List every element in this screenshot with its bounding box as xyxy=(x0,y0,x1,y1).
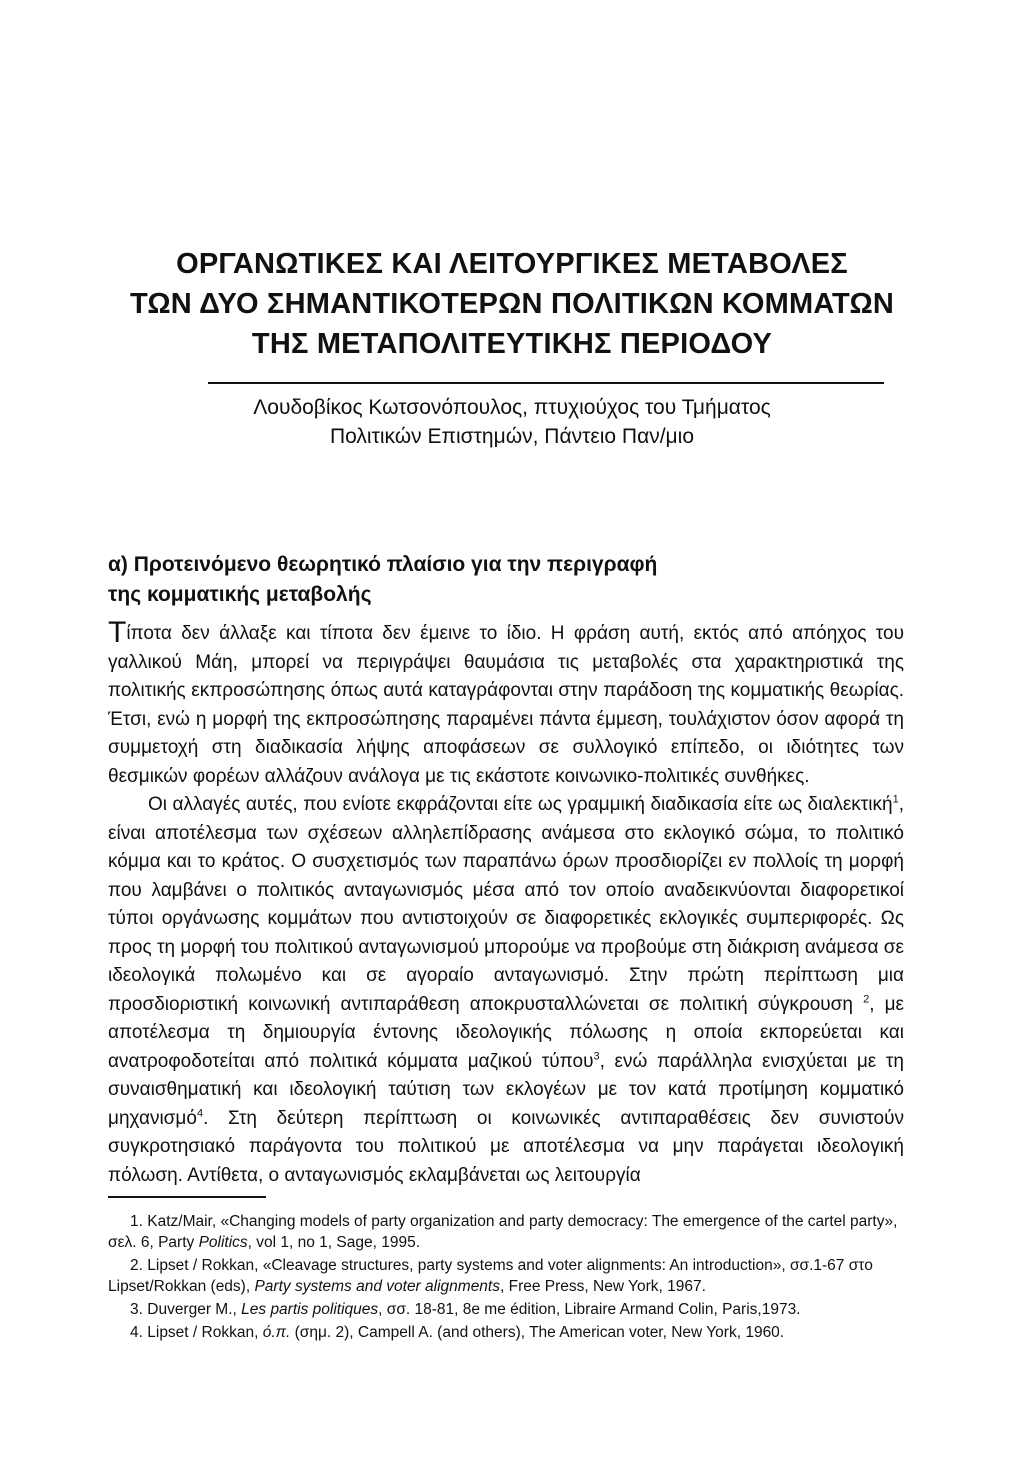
footnotes xyxy=(108,1211,904,1345)
footnote-number: 2. xyxy=(130,1257,143,1274)
paragraph-2-text-c: , με αποτέλεσμα τη δημιουργία έντονης ιδεολογικής πόλωσης η οποία εκπορεύεται και ανατροφοδοτείται από πολιτικά κόμματα μαζικού τύπου xyxy=(108,993,904,1072)
footnote-italic: Les partis politiques xyxy=(241,1301,379,1318)
paragraph-2-text-e: . Στη δεύτερη περίπτωση οι κοινωνικές αντιπαραθέσεις δεν συνιστούν συγκροτησιακό παράγοντα του πολιτικού με αποτέλεσμα να μην παράγεται ιδεολογική πόλωση. Αντίθετα, ο ανταγωνισμός εκλαμβάνεται ως λειτουργία xyxy=(108,1107,904,1186)
footnote-italic: ό.π. xyxy=(262,1324,291,1341)
paragraph-2-text-b: , είναι αποτέλεσμα των σχέσεων αλληλεπίδρασης ανάμεσα στο εκλογικό σώμα, το πολιτικό κόμμα και το κράτος. Ο συσχετισμός των παραπάνω όρων προσδιορίζει εν πολλοίς τη μορφή που λαμβάνει ο πολιτικός ανταγωνισμός μέσα από τον οποίο αναδεικνύονται διαφορετικοί τύποι οργάνωσης κομμάτων που αντιστοιχούν σε διαφορετικές εκλογικές συμπεριφορές. Ως προς τη μορφή του πολιτικού ανταγωνισμού μπορούμε να προβούμε στη διάκριση ανάμεσα σε ιδεολογικά πολωμένο και σε αγοραίο ανταγωνισμό. Στην πρώτη περίπτωση μια προσδιοριστική κοινωνική αντιπαράθεση αποκρυσταλλώνεται σε πολιτική σύγκρουση xyxy=(108,794,904,1015)
title-line-1: ΟΡΓΑΝΩΤΙΚΕΣ ΚΑΙ ΛΕΙΤΟΥΡΓΙΚΕΣ ΜΕΤΑΒΟΛΕΣ xyxy=(176,248,848,280)
footnote-ref-2[interactable]: 2 xyxy=(863,993,870,1006)
title-divider xyxy=(208,382,884,384)
footnote-text: Lipset / Rokkan, xyxy=(147,1324,263,1341)
section-heading-line-1: α) Προτεινόμενο θεωρητικό πλαίσιο για την περιγραφή xyxy=(108,553,658,576)
footnote-2 xyxy=(108,1255,904,1297)
footnote-ref-3[interactable]: 3 xyxy=(593,1050,600,1063)
article-title xyxy=(100,244,924,364)
author-line-1: Λουδοβίκος Κωτσονόπουλος, πτυχιούχος του Τμήματος xyxy=(253,396,771,419)
footnote-1 xyxy=(108,1211,904,1253)
footnote-text-end: , Free Press, New York, 1967. xyxy=(500,1278,706,1295)
paragraph-1 xyxy=(108,616,904,791)
author-line-2: Πολιτικών Επιστημών, Πάντειο Παν/μιο xyxy=(329,425,695,448)
footnote-ref-4[interactable]: 4 xyxy=(196,1107,204,1120)
footnote-number: 4. xyxy=(130,1324,143,1341)
author-block xyxy=(100,393,924,451)
footnote-text: Lipset / Rokkan, «Cleavage structures, party systems and voter alignments: An introduction», σσ.1-67 στο Lipset/Rokkan (eds), xyxy=(108,1257,873,1295)
paragraph-1-text: ίποτα δεν άλλαξε και τίποτα δεν έμεινε το ίδιο. Η φράση αυτή, εκτός από απόηχος του γαλλικού Μάη, μπορεί να περιγράψει θαυμάσια τις μεταβολές στα χαρακτηριστικά της πολιτικής εκπροσώπησης όπως αυτά καταγράφονται στην παράδοση της κομματικής θεωρίας. Έτσι, ενώ η μορφή της εκπροσώπησης παραμένει πάντα έμμεση, τουλάχιστον όσον αφορά τη συμμετοχή στη διαδικασία λήψης αποφάσεων σε συλλογικό επίπεδο, οι ιδιότητες των θεσμικών φορέων αλλάζουν ανάλογα με τις εκάστοτε κοινωνικο-πολιτικές συνθήκες. xyxy=(108,623,904,787)
footnote-text: Katz/Mair, «Changing models of party organization and party democracy: The emergence of the cartel party», σελ. 6, Party xyxy=(108,1213,898,1251)
title-line-3: ΤΗΣ ΜΕΤΑΠΟΛΙΤΕΥΤΙΚΗΣ ΠΕΡΙΟΔΟΥ xyxy=(251,328,773,360)
footnote-ref-1[interactable]: 1 xyxy=(892,793,899,806)
footnote-text: Duverger M., xyxy=(147,1301,242,1318)
paragraph-2-text-a: Οι αλλαγές αυτές, που ενίοτε εκφράζονται είτε ως γραμμική διαδικασία είτε ως διαλεκτική xyxy=(148,794,893,815)
footnote-4 xyxy=(108,1322,904,1343)
paragraph-2-text-d: , ενώ παράλληλα ενισχύεται με τη συναισθηματική και ιδεολογική ταύτιση των εκλογέων με τον κατά προτίμηση κομματικό μηχανισμό xyxy=(108,1050,905,1129)
drop-cap: Τ xyxy=(108,616,127,649)
title-line-2: ΤΩΝ ΔΥΟ ΣΗΜΑΝΤΙΚΟΤΕΡΩΝ ΠΟΛΙΤΙΚΩΝ ΚΟΜΜΑΤΩΝ xyxy=(129,288,895,320)
footnote-divider xyxy=(108,1196,266,1198)
body-text xyxy=(108,616,905,1190)
footnote-text-end: (σημ. 2), Campell A. (and others), The American voter, New York, 1960. xyxy=(290,1324,785,1341)
footnote-number: 1. xyxy=(130,1213,143,1230)
footnote-italic: Party systems and voter alignments xyxy=(254,1278,500,1295)
footnote-italic: Politics xyxy=(198,1234,248,1251)
section-heading xyxy=(108,550,908,610)
footnote-3 xyxy=(108,1299,904,1320)
footnote-text-end: , σσ. 18-81, 8e me édition, Libraire Armand Colin, Paris,1973. xyxy=(378,1301,801,1318)
footnote-number: 3. xyxy=(130,1301,143,1318)
footnote-text-end: , vol 1, no 1, Sage, 1995. xyxy=(247,1234,421,1251)
section-heading-line-2: της κομματικής μεταβολής xyxy=(108,583,372,606)
paragraph-2 xyxy=(108,791,904,1190)
